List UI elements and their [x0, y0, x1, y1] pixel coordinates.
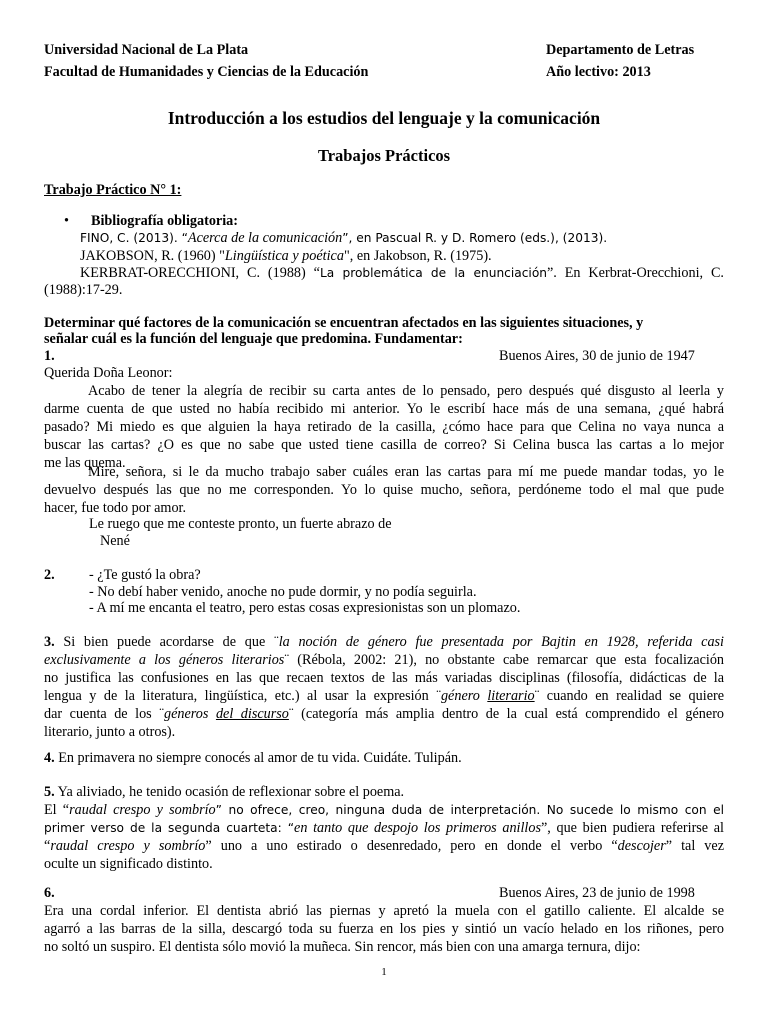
bibliography-heading: Bibliografía obligatoria:: [91, 213, 238, 229]
page-title: Introducción a los estudios del lenguaje y la comunicación: [167, 108, 601, 128]
faculty-name: Facultad de Humanidades y Ciencias de la Educación: [44, 64, 369, 80]
department-name: Departamento de Letras: [546, 42, 695, 58]
item-3-paragraph: 3. Si bien puede acordarse de que ¨la noción de género fue presentada por Bajtin en 1928, referida casi exclusivamente a los géneros literarios¨ (Rébola, 2002: 21), no obstante cabe remarcar que esta focalización no justifica las confusiones en las que recaen textos de las más variadas disciplinas (filosofía, didácticas de la lengua y de la literatura, lingüística, etc.) al usar la expresión ¨género literario¨ cuando en realidad se quiere dar cuenta de los ¨géneros del discurso¨ (categoría más amplia dentro de la cual está comprendido el género literario, junto a otros).: [44, 634, 725, 740]
academic-year: Año lectivo: 2013: [546, 64, 651, 80]
bib-entry-kerbrat-pages: (1988):17-29.: [44, 282, 123, 298]
bullet-icon: •: [64, 213, 69, 229]
item-1-paragraph-1: Acabo de tener la alegría de recibir su carta antes de lo pensado, pero después qué disgusto al leerla y darme cuenta de que usted no había recibido mi anterior. Yo le escribí hace más de una semana, ¿qué habrá pasado? Mi miedo es que alguien la haya retirado de la casilla, ¿cómo hace para que Celina no vaya nunca a buscar las cartas? ¿O es que no sabe que usted tiene casilla de correo? Si Celina busca las cartas a lo mejor me las quema.: [44, 383, 724, 471]
item-2-line: - No debí haber venido, anoche no pude dormir, y no podía seguirla.: [89, 584, 477, 600]
item-6-place-date: Buenos Aires, 23 de junio de 1998: [499, 885, 695, 901]
item-1-number: 1.: [44, 348, 55, 364]
bib-entry-kerbrat: KERBRAT-ORECCHIONI, C. (1988) “La problemática de la enunciación”. En Kerbrat-Orecchioni, C.: [80, 265, 724, 281]
bib-entry-fino: FINO, C. (2013). “Acerca de la comunicación”, en Pascual R. y D. Romero (eds.), (2013).: [80, 230, 608, 246]
tp-heading: Trabajo Práctico N° 1:: [44, 182, 182, 198]
item-6-paragraph: Era una cordal inferior. El dentista abrió las piernas y apretó la muela con el gatillo caliente. El alcalde se agarró a las barras de la silla, descargó toda su fuerza en los pies y sintió un vacío helado en los riñones, pero no soltó un suspiro. El dentista sólo movió la muñeca. Sin rencor, más bien con una amarga ternura, dijo:: [44, 903, 724, 955]
page-subtitle: Trabajos Prácticos: [317, 146, 451, 165]
item-1-closing: Le ruego que me conteste pronto, un fuerte abrazo de: [89, 516, 392, 532]
item-1-greeting: Querida Doña Leonor:: [44, 365, 173, 381]
item-5-paragraph: El “raudal crespo y sombrío” no ofrece, creo, ninguna duda de interpretación. No sucede lo mismo con el primer verso de la segunda cuarteta: “en tanto que despojo los primeros anillos”, que bien pudiera referirse al “raudal crespo y sombrío” uno a uno estirado o desenredado, pero en donde el verbo “descojer” tal vez oculte un significado distinto.: [44, 802, 725, 872]
item-5-line-1: 5. Ya aliviado, he tenido ocasión de reflexionar sobre el poema.: [44, 784, 405, 800]
page-number: 1: [381, 966, 387, 978]
bib-entry-jakobson: JAKOBSON, R. (1960) "Lingüística y poética", en Jakobson, R. (1975).: [80, 248, 492, 264]
instruction-line-1: Determinar qué factores de la comunicación se encuentran afectados en las siguientes situaciones, y: [44, 315, 644, 331]
item-6-number: 6.: [44, 885, 55, 901]
instruction-line-2: señalar cuál es la función del lenguaje que predomina. Fundamentar:: [44, 331, 463, 347]
item-1-place-date: Buenos Aires, 30 de junio de 1947: [499, 348, 695, 364]
item-2-number: 2.: [44, 567, 55, 583]
item-4: 4. En primavera no siempre conocés al amor de tu vida. Cuidáte. Tulipán.: [44, 750, 462, 766]
university-name: Universidad Nacional de La Plata: [44, 42, 249, 58]
item-2-line: - ¿Te gustó la obra?: [89, 567, 201, 583]
item-1-signature: Nené: [100, 533, 130, 549]
item-2-line: - A mí me encanta el teatro, pero estas cosas expresionistas son un plomazo.: [89, 600, 521, 616]
item-1-paragraph-2: Mire, señora, si le da mucho trabajo saber cuáles eran las cartas para mí me puede mandar todas, yo le devuelvo después las que no me corresponden. Yo lo quise mucho, señora, perdóneme todo el mal que pude hacer, fue todo por amor.: [44, 464, 724, 516]
